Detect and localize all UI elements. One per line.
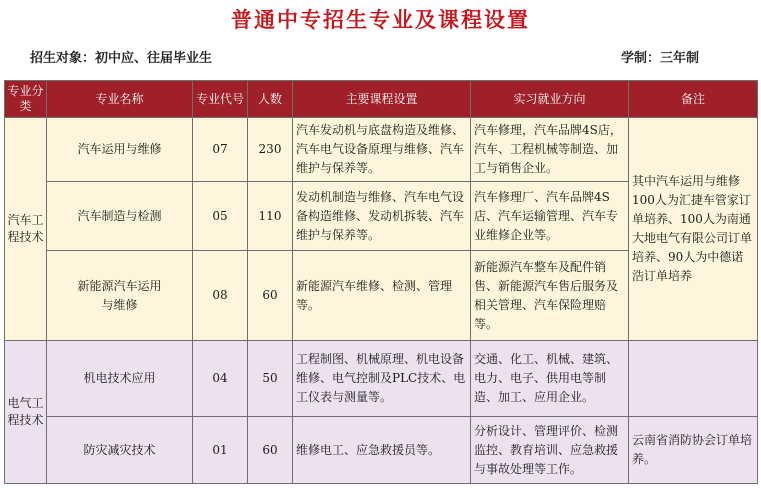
header-count: 人数: [248, 81, 293, 118]
main-courses: 工程制图、机械原理、机电设备维修、电气控制及PLC技术、电工仪表与测量等。: [293, 341, 471, 417]
remarks-cell: [629, 341, 758, 417]
table-row: [5, 341, 758, 417]
header-remarks: 备注: [629, 81, 758, 118]
major-name: 汽车制造与检测: [47, 182, 193, 251]
header-code: 专业代号: [193, 81, 248, 118]
job-direction: 分析设计、管理评价、检测监控、教育培训、应急救援与事故处理等工作。: [471, 417, 629, 484]
major-code: 05: [193, 182, 248, 251]
main-courses: 维修电工、应急救援员等。: [293, 417, 471, 484]
remarks-cell: 云南省消防协会订单培养。: [629, 417, 758, 484]
major-name: 新能源汽车运用与维修: [47, 251, 193, 341]
table-row: [5, 118, 758, 182]
job-direction: 交通、化工、机械、建筑、电力、电子、供用电等制造、加工、应用企业。: [471, 341, 629, 417]
major-name: 机电技术应用: [47, 341, 193, 417]
job-direction: 汽车修理，汽车品牌4S店，汽车、工程机械等制造、加工与销售企业。: [471, 118, 629, 182]
header-courses: 主要课程设置: [293, 81, 471, 118]
table-row: [5, 417, 758, 484]
header-jobs: 实习就业方向: [471, 81, 629, 118]
enrollment-target: 招生对象：初中应、往届毕业生: [30, 51, 213, 66]
major-code: 08: [193, 251, 248, 341]
category-cell: 汽车工程技术: [5, 118, 47, 341]
main-courses: 新能源汽车维修、检测、管理等。: [293, 251, 471, 341]
major-code: 01: [193, 417, 248, 484]
major-name: 防灾减灾技术: [47, 417, 193, 484]
study-duration: 学制：三年制: [620, 51, 699, 66]
job-direction: 新能源汽车整车及配件销售、新能源汽车售后服务及相关管理、汽车保险理赔等。: [471, 251, 629, 341]
main-courses: 发动机制造与维修、汽车电气设备构造维修、发动机拆装、汽车维护与保养等。: [293, 182, 471, 251]
job-direction: 汽车修理厂、汽车品牌4S店、汽车运输管理、汽车专业维修企业等。: [471, 182, 629, 251]
major-name: 汽车运用与维修: [47, 118, 193, 182]
page-title: 普通中专招生专业及课程设置: [231, 7, 530, 32]
enrollment-count: 50: [248, 341, 293, 417]
enrollment-count: 230: [248, 118, 293, 182]
category-cell: 电气工程技术: [5, 341, 47, 484]
enrollment-count: 60: [248, 251, 293, 341]
major-code: 07: [193, 118, 248, 182]
enrollment-count: 110: [248, 182, 293, 251]
program-table: [4, 80, 758, 484]
enrollment-count: 60: [248, 417, 293, 484]
header-name: 专业名称: [47, 81, 193, 118]
main-courses: 汽车发动机与底盘构造及维修、汽车电气设备原理与维修、汽车维护与保养等。: [293, 118, 471, 182]
remarks-cell: 其中汽车运用与维修100人为汇捷车管家订单培养、100人为南通大地电气有限公司订单培养、90人为中德诺浩订单培养: [629, 118, 758, 341]
header-category: 专业分类: [5, 81, 47, 118]
table-header-row: [5, 81, 758, 118]
major-code: 04: [193, 341, 248, 417]
